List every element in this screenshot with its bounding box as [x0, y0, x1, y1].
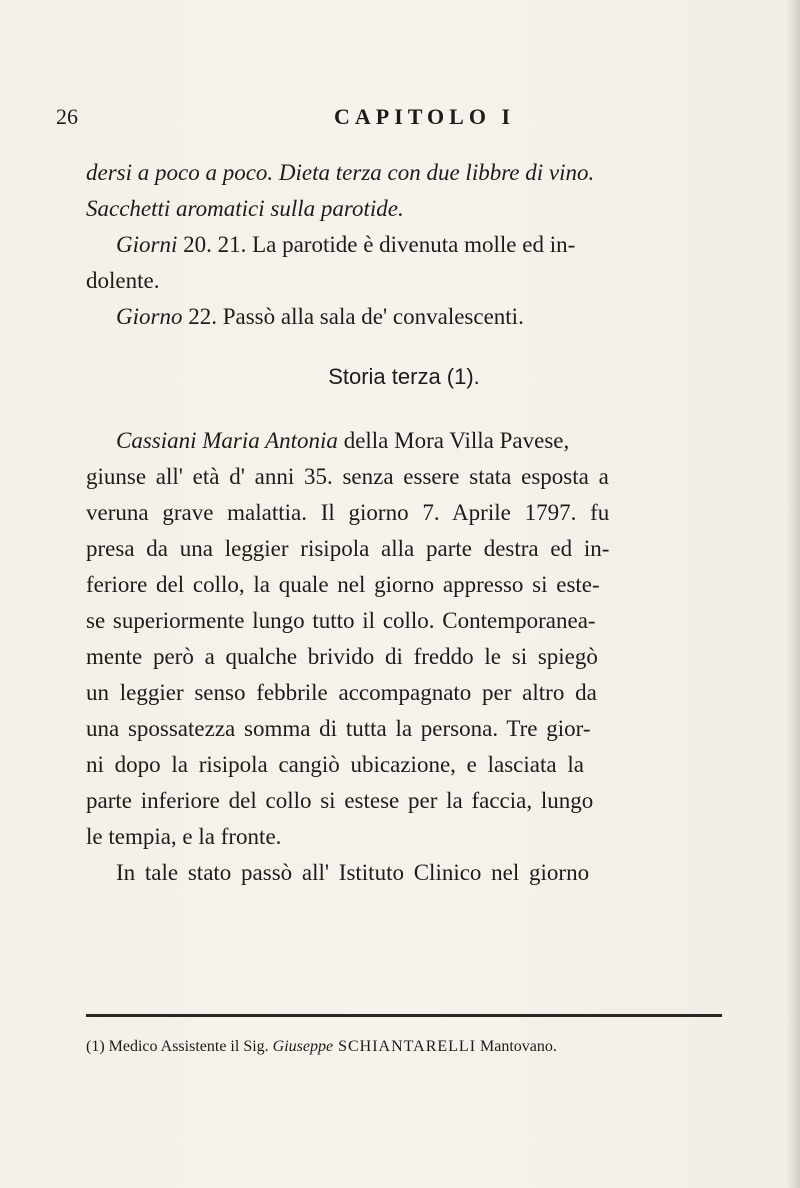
footnote-text: Medico Assistente il Sig.	[104, 1038, 273, 1055]
body-line	[86, 788, 722, 814]
text-segment: se superiormente lungo tutto il collo. Contemporanea-	[86, 608, 596, 633]
section-title: Storia terza (1).	[328, 364, 480, 389]
text-segment: In tale stato passò all' Istituto Clinico nel giorno	[116, 860, 590, 885]
body-line	[86, 680, 722, 706]
text-segment: feriore del collo, la quale nel giorno appresso si este-	[86, 572, 600, 597]
body-line	[86, 572, 722, 598]
body-line	[86, 500, 722, 526]
text-segment: le tempia, e la fronte.	[86, 824, 282, 849]
footnote-rule	[86, 1014, 722, 1017]
body-line	[86, 428, 722, 454]
text-segment: presa da una leggier risipola alla parte destra ed in-	[86, 536, 610, 561]
text-segment: Giorno	[116, 304, 183, 329]
text-segment: Giorni	[116, 232, 178, 257]
text-segment: dolente.	[86, 268, 160, 293]
text-segment: 20. 21. La parotide è divenuta molle ed in-	[177, 232, 576, 257]
footnote	[86, 1038, 557, 1056]
text-segment: mente però a qualche brivido di freddo le si spiegò	[86, 644, 598, 669]
footnote-surname: SCHIANTARELLI	[333, 1038, 477, 1055]
text-segment: Cassiani Maria Antonia	[116, 428, 338, 453]
text-segment: una spossatezza somma di tutta la persona. Tre gior-	[86, 716, 591, 741]
footnote-text-end: Mantovano.	[476, 1038, 557, 1055]
text-line	[86, 268, 722, 294]
text-segment: 22. Passò alla sala de' convalescenti.	[182, 304, 524, 329]
text-segment: della Mora Villa Pavese,	[337, 428, 570, 453]
footnote-name: Giuseppe	[272, 1038, 334, 1055]
body-line	[86, 752, 722, 778]
text-line	[86, 232, 722, 258]
page-number: 26	[56, 104, 78, 129]
running-title: CAPITOLO I	[334, 104, 516, 129]
text-line	[86, 304, 722, 330]
body-line	[86, 644, 722, 670]
page-edge-shadow	[786, 0, 800, 1188]
text-segment: ni dopo la risipola cangiò ubicazione, e lasciata la	[86, 752, 584, 777]
body-line	[86, 608, 722, 634]
text-segment: un leggier senso febbrile accompagnato per altro da	[86, 680, 597, 705]
text-segment: giunse all' età d' anni 35. senza essere stata esposta a	[86, 464, 609, 489]
text-line	[86, 196, 722, 222]
text-segment: parte inferiore del collo si estese per la faccia, lungo	[86, 788, 594, 813]
text-line	[86, 160, 722, 186]
body-line	[86, 536, 722, 562]
body-line	[86, 716, 722, 742]
text-segment: dersi a poco a poco. Dieta terza con due libbre di vino.	[86, 160, 595, 185]
text-segment: veruna grave malattia. Il giorno 7. Aprile 1797. fu	[86, 500, 610, 525]
body-line	[86, 464, 722, 490]
text-segment: Sacchetti aromatici sulla parotide.	[86, 196, 404, 221]
page-header	[56, 104, 696, 144]
body-line	[86, 824, 722, 850]
body-line	[86, 860, 722, 886]
footnote-marker: (1)	[86, 1038, 105, 1055]
